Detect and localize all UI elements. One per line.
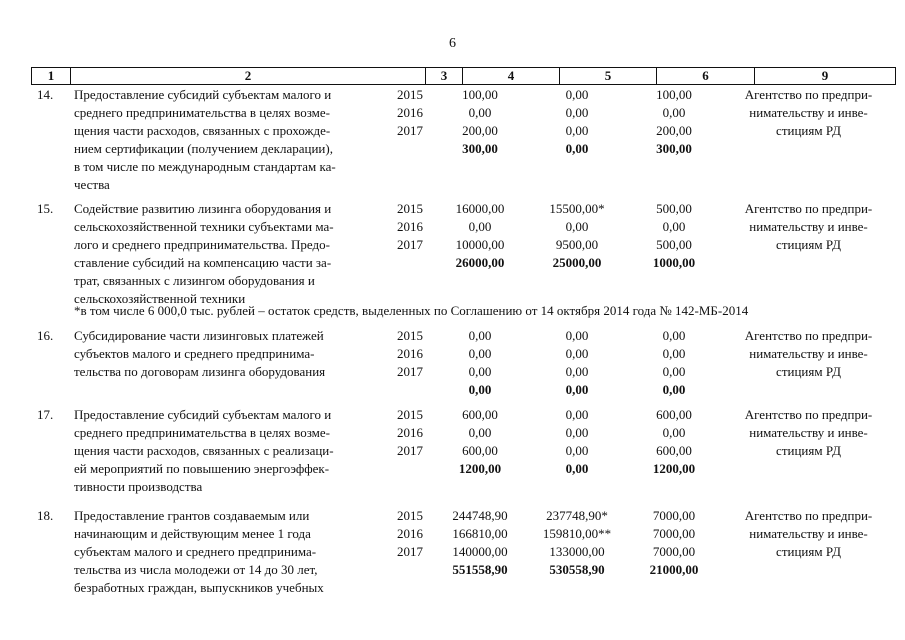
row-col5: 0,00 0,00 0,00 0,00	[565, 328, 589, 397]
row-col5: 0,00 0,00 0,00 0,00	[565, 87, 589, 156]
row-col4: 16000,00 0,00 10000,00 26000,00	[455, 201, 505, 270]
row-description: Субсидирование части лизинговых платежей субъектов малого и среднего предпринима- тельства по договорам лизинга оборудования	[74, 328, 326, 379]
header-col-3: 3	[426, 68, 463, 84]
header-col-2: 2	[71, 68, 426, 84]
row-agency: Агентство по предпри- нимательству и инве- стициям РД	[744, 407, 873, 458]
row-number: 16.	[37, 328, 54, 343]
row-col6: 100,00 0,00 200,00 300,00	[656, 87, 692, 156]
row-number: 17.	[37, 407, 54, 422]
table-row	[31, 86, 894, 192]
row-col6: 0,00 0,00 0,00 0,00	[662, 328, 686, 397]
row-col6: 7000,00 7000,00 7000,00 21000,00	[649, 508, 699, 577]
row-agency: Агентство по предпри- нимательству и инве- стициям РД	[744, 87, 873, 138]
row-col6: 600,00 0,00 600,00 1200,00	[652, 407, 696, 476]
table-row	[31, 200, 894, 306]
row-years: 2015 2016 2017	[397, 201, 423, 252]
row-description: Предоставление субсидий субъектам малого и среднего предпринимательства в целях возме- щения части расходов, связанных с прохожде- нием сертификации (получением декларации), в том числе по международным стандартам ка- чества	[74, 87, 336, 192]
table-row	[31, 507, 894, 597]
row-col4: 600,00 0,00 600,00 1200,00	[458, 407, 502, 476]
header-col-4: 4	[463, 68, 560, 84]
header-col-1: 1	[32, 68, 71, 84]
footnote: *в том числе 6 000,0 тыс. рублей – остаток средств, выделенных по Соглашению от 14 октября 2014 года № 142-МБ-2014	[74, 303, 749, 318]
header-col-6: 6	[657, 68, 755, 84]
row-agency: Агентство по предпри- нимательству и инве- стициям РД	[744, 328, 873, 379]
row-years: 2015 2016 2017	[397, 508, 423, 559]
page-number: 6	[449, 36, 456, 51]
row-agency: Агентство по предпри- нимательству и инве- стициям РД	[744, 201, 873, 252]
row-description: Предоставление грантов создаваемым или начинающим и действующим менее 1 года субъектам малого и среднего предпринима- тельства из числа молодежи от 14 до 30 лет, безработных граждан, выпускников учебных	[74, 508, 324, 595]
header-col-5: 5	[560, 68, 657, 84]
row-description: Предоставление субсидий субъектам малого и среднего предпринимательства в целях возме- щения части расходов, связанных с реализаци- ей мероприятий по повышению энергоэффек- тивности производства	[74, 407, 334, 494]
row-col4: 244748,90 166810,00 140000,00 551558,90	[452, 508, 508, 577]
table-row	[31, 327, 894, 399]
table-header	[31, 67, 896, 85]
row-number: 14.	[37, 87, 54, 102]
row-years: 2015 2016 2017	[397, 328, 423, 379]
table-row	[31, 406, 894, 496]
header-col-9: 9	[821, 68, 829, 83]
row-number: 15.	[37, 201, 54, 216]
row-col5: 237748,90* 159810,00** 133000,00 530558,90	[542, 508, 612, 577]
row-agency: Агентство по предпри- нимательству и инве- стициям РД	[744, 508, 873, 559]
row-years: 2015 2016 2017	[397, 407, 423, 458]
row-col4: 0,00 0,00 0,00 0,00	[468, 328, 492, 397]
row-years: 2015 2016 2017	[397, 87, 423, 138]
row-col5: 15500,00* 0,00 9500,00 25000,00	[549, 201, 605, 270]
row-number: 18.	[37, 508, 54, 523]
row-col4: 100,00 0,00 200,00 300,00	[462, 87, 498, 156]
row-description: Содействие развитию лизинга оборудования и сельскохозяйственной техники субъектами ма- лого и среднего предпринимательства. Предо- ставление субсидий на компенсацию части за- трат, связанных с лизингом оборудования и сельскохозяйственной техники	[74, 201, 334, 306]
row-col5: 0,00 0,00 0,00 0,00	[565, 407, 589, 476]
row-col6: 500,00 0,00 500,00 1000,00	[652, 201, 696, 270]
